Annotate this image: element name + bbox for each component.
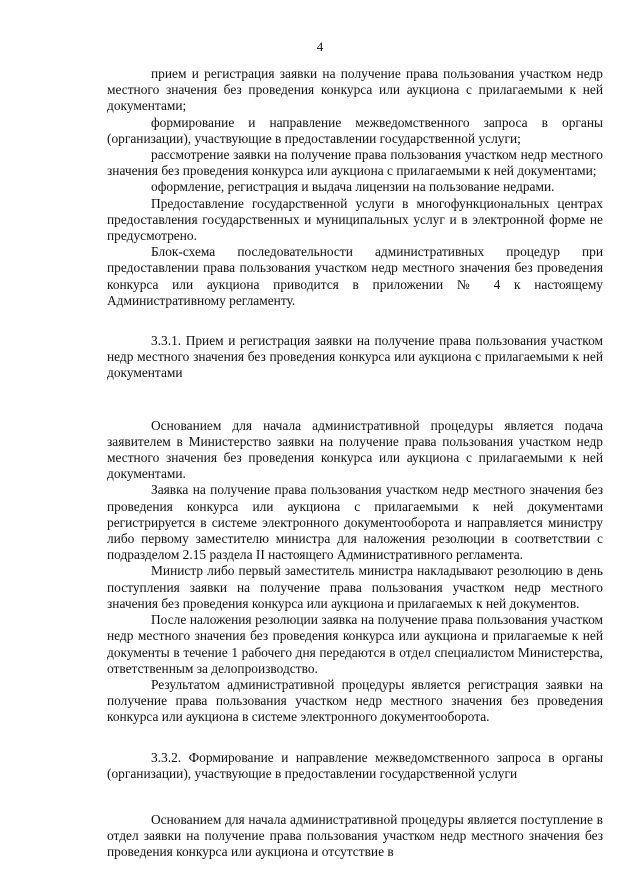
list-item-intake: прием и регистрация заявки на получение права пользования участком недр местного значения без проведения конкурса или аукциона с прилагаемыми к ней документами; [107, 66, 603, 114]
list-item-review: рассмотрение заявки на получение права пользования участком недр местного значения без проведения конкурса или аукциона с прилагаемыми к ней документами; [107, 147, 603, 179]
list-item-interagency-request: формирование и направление межведомственного запроса в органы (организации), участвующие в предоставлении государственной услуги; [107, 114, 603, 146]
section-heading-3-3-2: 3.3.2. Формирование и направление межведомственного запроса в органы (организации), участвующие в предоставлении государственной услуги [107, 749, 603, 781]
section-heading-3-3-1: 3.3.1. Прием и регистрация заявки на получение права пользования участком недр местного значения без проведения конкурса или аукциона с прилагаемыми к ней документами [107, 333, 603, 381]
paragraph-transfer: После наложения резолюции заявка на получение права пользования участком недр местного значения без проведения конкурса или аукциона и прилагаемые к ней документы в течение 1 рабочего дня передаются в отдел специалистом Министерства, ответственным за делопроизводство. [107, 612, 603, 676]
paragraph-resolution: Министр либо первый заместитель министра накладывают резолюцию в день поступления заявки на получение права пользования участком недр местного значения без проведения конкурса или аукциона и прилагаемых к ней документов. [107, 563, 603, 611]
paragraph-basis-3-3-1: Основанием для начала административной процедуры является подача заявителем в Министерство заявки на получение права пользования участком недр местного значения без проведения конкурса или аукциона с прилагаемыми к ней документами. [107, 417, 603, 482]
paragraph-flowchart-reference: Блок-схема последовательности административных процедур при предоставлении права пользования участком недр местного значения без проведения конкурса или аукциона приводится в приложении № 4 к настоящему Административному регламенту. [107, 244, 603, 308]
page-number: 4 [316, 39, 324, 54]
paragraph-result-3-3-1: Результатом административной процедуры является регистрация заявки на получение права пользования участком недр местного значения без проведения конкурса или аукциона в системе электронного документооборота. [107, 676, 603, 725]
paragraph-basis-3-3-2: Основанием для начала административной процедуры является поступление в отдел заявки на получение права пользования участком недр местного значения без проведения конкурса или аукциона и отсутствие в [107, 811, 603, 860]
paragraph-registration: Заявка на получение права пользования участком недр местного значения без проведения конкурса или аукциона с прилагаемыми к ней документами регистрируется в системе электронного документооборота и направляется министру либо первому заместителю министра для наложения резолюции в соответствии с подразделом 2.15 раздела II настоящего Административного регламента. [107, 482, 603, 563]
paragraph-mfc-note: Предоставление государственной услуги в многофункциональных центрах предоставления государственных и муниципальных услуг и в электронной форме не предусмотрено. [107, 195, 603, 244]
document-body [107, 66, 603, 861]
list-item-license-issue: оформление, регистрация и выдача лицензии на пользование недрами. [151, 179, 555, 195]
